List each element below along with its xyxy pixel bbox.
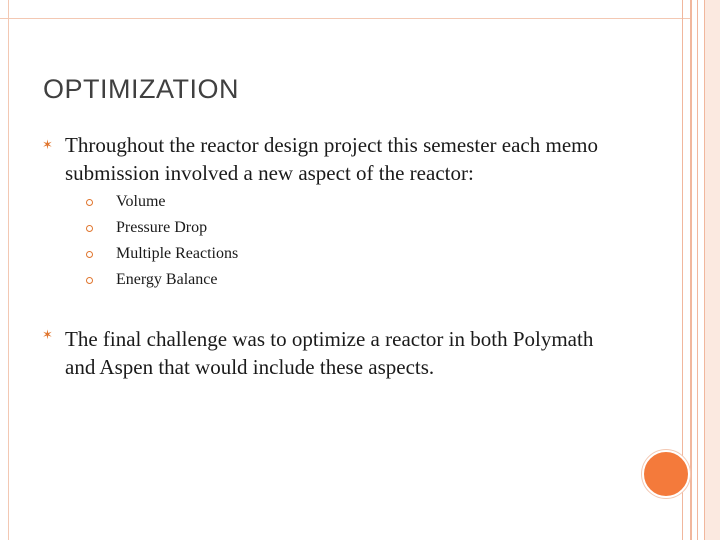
bullet-text-2: The final challenge was to optimize a reactor in both Polymath and Aspen that would include these aspects. (65, 327, 594, 379)
bullet-star-icon: ✶ (42, 138, 53, 153)
sub-bullet-label: Multiple Reactions (116, 245, 239, 262)
sub-bullet-label: Energy Balance (116, 271, 218, 288)
frame-left-border (0, 0, 9, 540)
bullet-text-1: Throughout the reactor design project this semester each memo submission involved a new aspect of the reactor: (65, 133, 598, 185)
frame-top-border (0, 0, 690, 19)
decorative-rail (690, 0, 692, 540)
sub-bullet-label: Pressure Drop (116, 219, 208, 236)
circle-bullet-icon (86, 199, 93, 206)
bullet-star-icon: ✶ (42, 328, 53, 343)
decorative-rail (697, 0, 698, 540)
circle-bullet-icon (86, 225, 93, 232)
circle-bullet-icon (86, 277, 93, 284)
decorative-circle (642, 450, 690, 498)
circle-bullet-icon (86, 251, 93, 258)
sub-bullet-label: Volume (116, 193, 166, 210)
decorative-rail (704, 0, 720, 540)
slide-title: OPTIMIZATION (43, 74, 239, 104)
